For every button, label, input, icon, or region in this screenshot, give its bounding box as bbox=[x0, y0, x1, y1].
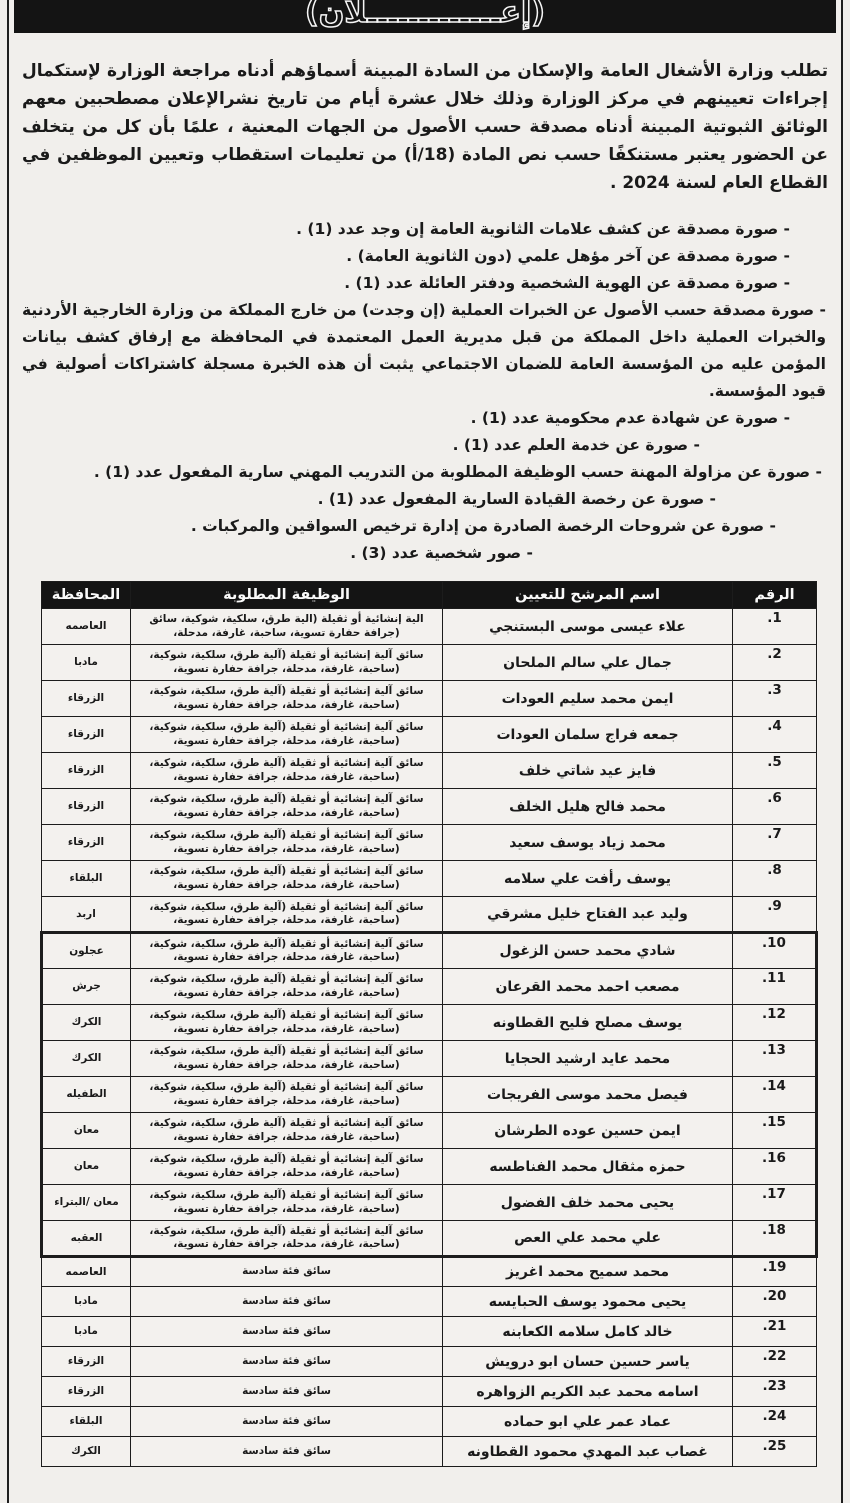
table-row bbox=[42, 681, 817, 717]
job-title-cell bbox=[131, 861, 443, 897]
job-title-line: (ساحبة، غارفة، مدحلة، جرافة حفارة تسوية، bbox=[173, 878, 400, 891]
requirement-item: - صورة مصدقة حسب الأصول عن الخبرات العملية (إن وجدت) من خارج المملكة من وزارة الخارجية الأردنية والخبرات العملية داخل المملكة من قبل مديرية العمل المعتمدة في المحافظة مع إرفاق كشف بيانات المؤمن عليه من المؤسسة العامة للضمان الاجتماعي يثبت أن هذه الخبرة مسجلة كاشتراكات أصولية في قيود المؤسسة. bbox=[22, 301, 826, 400]
job-title-line: سائق آلية إنشائية أو ثقيلة (آلية طرق، سلكية، شوكية، bbox=[149, 685, 424, 697]
governorate-cell: الزرقاء bbox=[42, 1377, 131, 1407]
page-title: (إعـــــــــــــلان) bbox=[305, 0, 545, 30]
row-number-cell: .10 bbox=[733, 933, 817, 969]
job-title-cell bbox=[131, 789, 443, 825]
governorate-cell: العاصمه bbox=[42, 609, 131, 645]
table-row bbox=[42, 1317, 817, 1347]
row-number-cell: .7 bbox=[733, 825, 817, 861]
candidate-name-cell: يوسف مصلح فليح القطاونه bbox=[443, 1005, 733, 1041]
job-title-line: (ساحبة، غارفة، مدحلة، جرافة حفارة تسوية، bbox=[173, 1166, 400, 1179]
column-header-name: اسم المرشح للتعيين bbox=[443, 582, 733, 609]
candidate-name-cell: ياسر حسين حسان ابو درويش bbox=[443, 1347, 733, 1377]
table-row bbox=[42, 753, 817, 789]
candidate-name-cell: ايمن حسين عوده الطرشان bbox=[443, 1113, 733, 1149]
job-title-line: سائق آلية إنشائية أو ثقيلة (آلية طرق، سلكية، شوكية، bbox=[149, 937, 424, 950]
title-banner bbox=[14, 0, 836, 33]
governorate-cell: مادبا bbox=[42, 1287, 131, 1317]
job-title-line: سائق آلية إنشائية أو ثقيلة (آلية طرق، سلكية، شوكية، bbox=[149, 829, 424, 841]
candidate-name-cell: اسامه محمد عبد الكريم الزواهره bbox=[443, 1377, 733, 1407]
candidate-name-cell: فيصل محمد موسى الفريجات bbox=[443, 1077, 733, 1113]
candidate-name-cell: جمال علي سالم الملحان bbox=[443, 645, 733, 681]
table-row bbox=[42, 1377, 817, 1407]
governorate-cell: الزرقاء bbox=[42, 825, 131, 861]
job-title-cell bbox=[131, 1437, 443, 1467]
row-number-cell: .13 bbox=[733, 1041, 817, 1077]
table-row bbox=[42, 1221, 817, 1257]
candidate-name-cell: علاء عيسى موسى البستنجي bbox=[443, 609, 733, 645]
governorate-cell: مادبا bbox=[42, 645, 131, 681]
table-row bbox=[42, 933, 817, 969]
job-title-cell bbox=[131, 1317, 443, 1347]
job-title-cell bbox=[131, 1005, 443, 1041]
row-number-cell: .4 bbox=[733, 717, 817, 753]
row-number-cell: .18 bbox=[733, 1221, 817, 1257]
table-row bbox=[42, 609, 817, 645]
job-title-line: سائق آلية إنشائية أو ثقيلة (آلية طرق، سلكية، شوكية، bbox=[149, 793, 424, 805]
job-title-line: سائق آلية إنشائية أو ثقيلة (آلية طرق، سلكية، شوكية، bbox=[149, 900, 424, 913]
requirement-item: - صورة عن رخصة القيادة السارية المفعول عدد (1) . bbox=[317, 490, 716, 508]
candidates-table bbox=[40, 581, 818, 1467]
candidate-name-cell: غصاب عبد المهدي محمود القطاونه bbox=[443, 1437, 733, 1467]
job-title-line: (ساحبة، غارفة، مدحلة، جرافة حفارة تسوية، bbox=[173, 1202, 400, 1215]
job-title-cell bbox=[131, 1149, 443, 1185]
requirement-item: - صورة عن مزاولة المهنة حسب الوظيفة المطلوبة من التدريب المهني سارية المفعول عدد (1) . bbox=[93, 463, 822, 481]
row-number-cell: .5 bbox=[733, 753, 817, 789]
job-title-line: سائق آلية إنشائية أو ثقيلة (آلية طرق، سلكية، شوكية، bbox=[149, 721, 424, 733]
governorate-cell: عجلون bbox=[42, 933, 131, 969]
governorate-cell: معان /البتراء bbox=[42, 1185, 131, 1221]
job-title-line: (ساحبة، غارفة، مدحلة، جرافة حفارة تسوية، bbox=[173, 842, 400, 855]
candidate-name-cell: يحيى محمود يوسف الحبايسه bbox=[443, 1287, 733, 1317]
job-title-line: (ساحبة، غارفة، مدحلة، جرافة حفارة تسوية، bbox=[173, 914, 400, 926]
requirement-item: - صورة عن شهادة عدم محكومية عدد (1) . bbox=[470, 409, 790, 427]
job-title-line: (ساحبة، غارفة، مدحلة، جرافة حفارة تسوية، bbox=[173, 951, 400, 963]
table-row bbox=[42, 1287, 817, 1317]
governorate-cell: الزرقاء bbox=[42, 681, 131, 717]
job-title-line: سائق فئة سادسة bbox=[242, 1414, 331, 1427]
job-title-cell bbox=[131, 1407, 443, 1437]
job-title-cell bbox=[131, 1221, 443, 1257]
job-title-line: (ساحبة، غارفة، مدحلة، جرافة حفارة تسوية، bbox=[173, 1022, 400, 1035]
governorate-cell: الزرقاء bbox=[42, 1347, 131, 1377]
job-title-line: (ساحبة، غارفة، مدحلة، جرافة حفارة تسوية، bbox=[173, 1058, 400, 1071]
candidate-name-cell: وليد عبد الفتاح خليل مشرقي bbox=[443, 897, 733, 933]
job-title-line: سائق آلية إنشائية أو ثقيلة (آلية طرق، سلكية، شوكية، bbox=[149, 973, 424, 985]
requirement-item: - صور شخصية عدد (3) . bbox=[350, 544, 533, 562]
table-header-row bbox=[42, 582, 817, 609]
intro-paragraph: تطلب وزارة الأشغال العامة والإسكان من السادة المبينة أسماؤهم أدناه مراجعة الوزارة لإستكمال إجراءات تعيينهم في مركز الوزارة وذلك خلال عشرة أيام من تاريخ نشرالإعلان مصطحبين معهم الوثائق الثبوتية المبينة أدناه مصدقة حسب الأصول من الجهات المعنية ، علمًا بأن كل من يتخلف عن الحضور يعتبر مستنكفًا حسب نص المادة (18/أ) من تعليمات استقطاب وتعيين الموظفين في القطاع العام لسنة 2024 . bbox=[22, 61, 828, 193]
job-title-line: سائق فئة سادسة bbox=[242, 1444, 331, 1457]
candidate-name-cell: شادي محمد حسن الزغول bbox=[443, 933, 733, 969]
table-row bbox=[42, 645, 817, 681]
job-title-line: (ساحبة، غارفة، مدحلة، جرافة حفارة تسوية، bbox=[173, 1094, 400, 1107]
row-number-cell: .19 bbox=[733, 1257, 817, 1287]
governorate-cell: معان bbox=[42, 1113, 131, 1149]
row-number-cell: .2 bbox=[733, 645, 817, 681]
row-number-cell: .9 bbox=[733, 897, 817, 933]
job-title-line: سائق فئة سادسة bbox=[242, 1294, 331, 1307]
table-row bbox=[42, 1407, 817, 1437]
governorate-cell: العقبه bbox=[42, 1221, 131, 1257]
requirement-item: - صورة مصدقة عن آخر مؤهل علمي (دون الثانوية العامة) . bbox=[346, 247, 790, 265]
table-row bbox=[42, 897, 817, 933]
table-row bbox=[42, 1041, 817, 1077]
governorate-cell: معان bbox=[42, 1149, 131, 1185]
table-row bbox=[42, 861, 817, 897]
table-row bbox=[42, 825, 817, 861]
job-title-line: سائق آلية إنشائية أو ثقيلة (آلية طرق، سلكية، شوكية، bbox=[149, 1045, 424, 1057]
job-title-line: سائق آلية إنشائية أو ثقيلة (آلية طرق، سلكية، شوكية، bbox=[149, 649, 424, 661]
column-header-job: الوظيفة المطلوبة bbox=[131, 582, 443, 609]
requirement-item: - صورة عن شروحات الرخصة الصادرة من إدارة ترخيص السواقين والمركبات . bbox=[190, 517, 776, 535]
job-title-cell bbox=[131, 1257, 443, 1287]
candidate-name-cell: عماد عمر علي ابو حماده bbox=[443, 1407, 733, 1437]
requirement-item: - صورة مصدقة عن كشف علامات الثانوية العامة إن وجد عدد (1) . bbox=[296, 220, 790, 238]
job-title-line: سائق فئة سادسة bbox=[242, 1354, 331, 1367]
governorate-cell: الكرك bbox=[42, 1437, 131, 1467]
table-row bbox=[42, 1257, 817, 1287]
governorate-cell: اربد bbox=[42, 897, 131, 933]
row-number-cell: .21 bbox=[733, 1317, 817, 1347]
job-title-cell bbox=[131, 1377, 443, 1407]
job-title-line: سائق فئة سادسة bbox=[242, 1265, 331, 1278]
column-header-number: الرقم bbox=[733, 582, 817, 609]
row-number-cell: .23 bbox=[733, 1377, 817, 1407]
job-title-line: (ساحبة، غارفة، مدحلة، جرافة حفارة تسوية، bbox=[173, 662, 400, 675]
row-number-cell: .12 bbox=[733, 1005, 817, 1041]
job-title-line: (ساحبة، غارفة، مدحلة، جرافة حفارة تسوية، bbox=[173, 806, 400, 819]
governorate-cell: العاصمه bbox=[42, 1257, 131, 1287]
row-number-cell: .6 bbox=[733, 789, 817, 825]
candidate-name-cell: علي محمد علي العص bbox=[443, 1221, 733, 1257]
candidate-name-cell: محمد عايد ارشيد الحجايا bbox=[443, 1041, 733, 1077]
job-title-cell bbox=[131, 825, 443, 861]
table-row bbox=[42, 1077, 817, 1113]
row-number-cell: .8 bbox=[733, 861, 817, 897]
table-row bbox=[42, 1149, 817, 1185]
job-title-line: سائق آلية إنشائية أو ثقيلة (آلية طرق، سلكية، شوكية، bbox=[149, 1224, 424, 1237]
job-title-cell bbox=[131, 1287, 443, 1317]
governorate-cell: مادبا bbox=[42, 1317, 131, 1347]
table-row bbox=[42, 1347, 817, 1377]
requirement-item: - صورة عن خدمة العلم عدد (1) . bbox=[452, 436, 700, 454]
candidates-tbody bbox=[42, 609, 817, 1467]
candidate-name-cell: حمزه مثقال محمد الفناطسه bbox=[443, 1149, 733, 1185]
job-title-cell bbox=[131, 1077, 443, 1113]
row-number-cell: .16 bbox=[733, 1149, 817, 1185]
governorate-cell: الطفيله bbox=[42, 1077, 131, 1113]
candidate-name-cell: محمد زياد يوسف سعيد bbox=[443, 825, 733, 861]
job-title-line: (جرافة حفارة تسوية، ساحبة، غارفة، مدحلة، bbox=[173, 626, 400, 639]
row-number-cell: .15 bbox=[733, 1113, 817, 1149]
job-title-cell bbox=[131, 753, 443, 789]
job-title-line: سائق آلية إنشائية أو ثقيلة (آلية طرق، سلكية، شوكية، bbox=[149, 1009, 424, 1021]
candidate-name-cell: فايز عيد شاتي خلف bbox=[443, 753, 733, 789]
governorate-cell: الزرقاء bbox=[42, 717, 131, 753]
job-title-cell bbox=[131, 1185, 443, 1221]
requirements-list bbox=[14, 216, 836, 567]
row-number-cell: .17 bbox=[733, 1185, 817, 1221]
candidate-name-cell: مصعب احمد محمد القرعان bbox=[443, 969, 733, 1005]
job-title-line: (ساحبة، غارفة، مدحلة، جرافة حفارة تسوية، bbox=[173, 770, 400, 783]
job-title-line: سائق آلية إنشائية أو ثقيلة (آلية طرق، سلكية، شوكية، bbox=[149, 865, 424, 877]
job-title-line: (ساحبة، غارفة، مدحلة، جرافة حفارة تسوية، bbox=[173, 1130, 400, 1143]
job-title-cell bbox=[131, 609, 443, 645]
candidate-name-cell: محمد سميح محمد اغريز bbox=[443, 1257, 733, 1287]
table-row bbox=[42, 1113, 817, 1149]
job-title-line: سائق فئة سادسة bbox=[242, 1384, 331, 1397]
table-row bbox=[42, 717, 817, 753]
table-row bbox=[42, 1185, 817, 1221]
governorate-cell: جرش bbox=[42, 969, 131, 1005]
row-number-cell: .22 bbox=[733, 1347, 817, 1377]
candidate-name-cell: يوسف رأفت علي سلامه bbox=[443, 861, 733, 897]
job-title-cell bbox=[131, 717, 443, 753]
candidate-name-cell: يحيى محمد خلف الفضول bbox=[443, 1185, 733, 1221]
row-number-cell: .14 bbox=[733, 1077, 817, 1113]
job-title-line: (ساحبة، غارفة، مدحلة، جرافة حفارة تسوية، bbox=[173, 986, 400, 999]
job-title-line: (ساحبة، غارفة، مدحلة، جرافة حفارة تسوية، bbox=[173, 1238, 400, 1250]
row-number-cell: .11 bbox=[733, 969, 817, 1005]
candidate-name-cell: محمد فالح هليل الخلف bbox=[443, 789, 733, 825]
table-row bbox=[42, 789, 817, 825]
announcement-sheet bbox=[7, 0, 843, 1503]
row-number-cell: .1 bbox=[733, 609, 817, 645]
row-number-cell: .25 bbox=[733, 1437, 817, 1467]
row-number-cell: .24 bbox=[733, 1407, 817, 1437]
table-row bbox=[42, 969, 817, 1005]
candidate-name-cell: خالد كامل سلامه الكعابنه bbox=[443, 1317, 733, 1347]
governorate-cell: الكرك bbox=[42, 1041, 131, 1077]
job-title-line: (ساحبة، غارفة، مدحلة، جرافة حفارة تسوية، bbox=[173, 698, 400, 711]
table-row bbox=[42, 1437, 817, 1467]
job-title-cell bbox=[131, 681, 443, 717]
job-title-line: سائق آلية إنشائية أو ثقيلة (آلية طرق، سلكية، شوكية، bbox=[149, 1081, 424, 1093]
job-title-line: الية إنشائية أو ثقيلة (الية طرق، سلكية، شوكية، سائق bbox=[149, 613, 424, 625]
row-number-cell: .3 bbox=[733, 681, 817, 717]
table-row bbox=[42, 1005, 817, 1041]
job-title-cell bbox=[131, 1041, 443, 1077]
job-title-line: سائق آلية إنشائية أو ثقيلة (آلية طرق، سلكية، شوكية، bbox=[149, 1189, 424, 1201]
candidate-name-cell: جمعه فراج سلمان العودات bbox=[443, 717, 733, 753]
governorate-cell: الزرقاء bbox=[42, 789, 131, 825]
candidate-name-cell: ايمن محمد سليم العودات bbox=[443, 681, 733, 717]
job-title-cell bbox=[131, 1347, 443, 1377]
job-title-line: سائق آلية إنشائية أو ثقيلة (آلية طرق، سلكية، شوكية، bbox=[149, 1117, 424, 1129]
governorate-cell: الزرقاء bbox=[42, 753, 131, 789]
job-title-cell bbox=[131, 1113, 443, 1149]
governorate-cell: البلقاء bbox=[42, 861, 131, 897]
job-title-line: سائق آلية إنشائية أو ثقيلة (آلية طرق، سلكية، شوكية، bbox=[149, 757, 424, 769]
requirement-item: - صورة مصدقة عن الهوية الشخصية ودفتر العائلة عدد (1) . bbox=[344, 274, 790, 292]
job-title-line: (ساحبة، غارفة، مدحلة، جرافة حفارة تسوية، bbox=[173, 734, 400, 747]
governorate-cell: الكرك bbox=[42, 1005, 131, 1041]
job-title-cell bbox=[131, 645, 443, 681]
job-title-cell bbox=[131, 969, 443, 1005]
job-title-line: سائق آلية إنشائية أو ثقيلة (آلية طرق، سلكية، شوكية، bbox=[149, 1153, 424, 1165]
job-title-line: سائق فئة سادسة bbox=[242, 1324, 331, 1337]
governorate-cell: البلقاء bbox=[42, 1407, 131, 1437]
column-header-governorate: المحافظة bbox=[42, 582, 131, 609]
job-title-cell bbox=[131, 897, 443, 933]
row-number-cell: .20 bbox=[733, 1287, 817, 1317]
job-title-cell bbox=[131, 933, 443, 969]
